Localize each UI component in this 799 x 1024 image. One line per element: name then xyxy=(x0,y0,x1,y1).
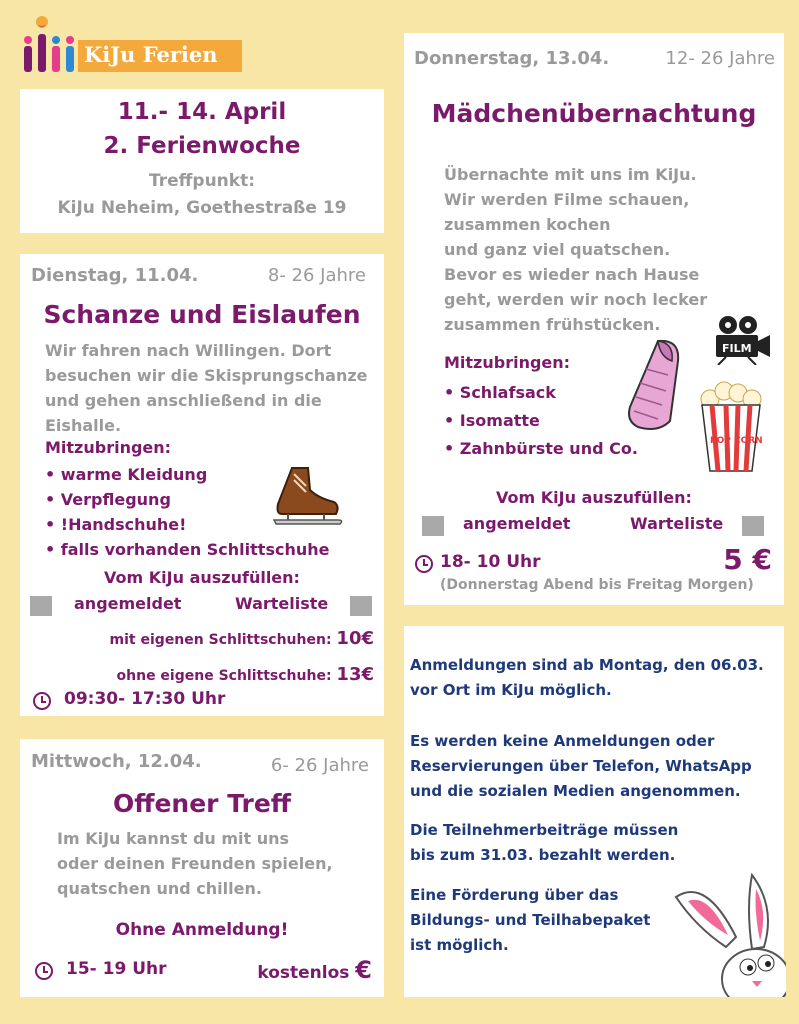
bunny-icon xyxy=(666,867,786,997)
thursday-price: 5 € xyxy=(723,543,772,576)
wednesday-title: Offener Treff xyxy=(112,789,292,818)
tuesday-bring-label: Mitzubringen: xyxy=(45,438,172,457)
tuesday-registered-box[interactable] xyxy=(30,596,52,616)
thursday-waitlist-box[interactable] xyxy=(742,516,764,536)
tuesday-ages: 8- 26 Jahre xyxy=(267,265,366,286)
intro-dates: 11.- 14. April xyxy=(117,99,287,125)
wednesday-time: 15- 19 Uhr xyxy=(66,959,167,979)
thursday-registered-label: angemeldet xyxy=(463,514,571,533)
clock-icon xyxy=(415,555,433,573)
wednesday-day: Mittwoch, 12.04. xyxy=(31,751,202,772)
list-item: • Schlafsack xyxy=(444,379,638,407)
tuesday-price-rent: ohne eigene Schlittschuhe: 13€ xyxy=(116,664,374,685)
info-paragraph-2: Es werden keine Anmeldungen oder Reservierungen über Telefon, WhatsApp und die sozialen Medien angenommen. xyxy=(410,732,752,800)
intro-card xyxy=(20,89,384,233)
sleeping-bag-icon xyxy=(618,335,698,435)
thursday-time: 18- 10 Uhr xyxy=(440,552,541,572)
logo xyxy=(20,12,245,76)
info-card xyxy=(404,626,784,997)
tuesday-time: 09:30- 17:30 Uhr xyxy=(64,689,226,709)
list-item: • falls vorhanden Schlittschuhe xyxy=(45,537,329,562)
info-paragraph-1: Anmeldungen sind ab Montag, den 06.03. vor Ort im KiJu möglich. xyxy=(410,656,764,699)
logo-banner xyxy=(78,40,242,72)
wednesday-price: kostenlos € xyxy=(257,956,372,984)
intro-meeting-label: Treffpunkt: xyxy=(148,171,256,191)
list-item: • !Handschuhe! xyxy=(45,512,329,537)
list-item: • warme Kleidung xyxy=(45,462,329,487)
intro-meeting-place: KiJu Neheim, Goethestraße 19 xyxy=(57,198,347,218)
clock-icon xyxy=(33,692,51,710)
thursday-time-note: (Donnerstag Abend bis Freitag Morgen) xyxy=(440,577,754,593)
tuesday-title: Schanze und Eislaufen xyxy=(43,300,361,329)
thursday-description: Übernachte mit uns im KiJu. Wir werden Filme schauen, zusammen kochen und ganz viel quatschen. Bevor es wieder nach Hause geht, werden wir noch lecker zusammen frühstücken. xyxy=(444,165,708,334)
thursday-card xyxy=(404,33,784,605)
tuesday-day: Dienstag, 11.04. xyxy=(31,265,199,286)
thursday-bring-list xyxy=(444,379,638,463)
thursday-ages: 12- 26 Jahre xyxy=(665,48,775,69)
film-label: FILM xyxy=(722,342,752,355)
list-item: • Verpflegung xyxy=(45,487,329,512)
svg-text:‿: ‿ xyxy=(39,19,45,27)
tuesday-description: Wir fahren nach Willingen. Dort besuchen wir die Skisprungschanze und gehen anschließend in die Eishalle. xyxy=(45,341,368,435)
list-item: • Isomatte xyxy=(444,407,638,435)
tuesday-waitlist-label: Warteliste xyxy=(235,594,329,613)
logo-label: KiJu Ferien xyxy=(84,42,218,67)
ice-skate-icon xyxy=(264,464,344,528)
wednesday-ages: 6- 26 Jahre xyxy=(270,755,369,776)
film-camera-icon xyxy=(710,315,774,365)
clock-icon xyxy=(35,962,53,980)
thursday-title: Mädchenübernachtung xyxy=(431,99,757,128)
tuesday-waitlist-box[interactable] xyxy=(350,596,372,616)
thursday-waitlist-label: Warteliste xyxy=(630,514,724,533)
thursday-bring-label: Mitzubringen: xyxy=(444,353,571,372)
wednesday-card xyxy=(20,739,384,997)
tuesday-card xyxy=(20,254,384,716)
tuesday-price-own: mit eigenen Schlittschuhen: 10€ xyxy=(109,628,374,649)
thursday-registered-box[interactable] xyxy=(422,516,444,536)
tuesday-office-label: Vom KiJu auszufüllen: xyxy=(104,568,300,587)
wednesday-note: Ohne Anmeldung! xyxy=(115,920,289,940)
info-paragraph-4: Eine Förderung über das Bildungs- und Teilhabepaket ist möglich. xyxy=(410,886,651,954)
wednesday-description: Im KiJu kannst du mit uns oder deinen Freunden spielen, quatschen und chillen. xyxy=(57,829,333,898)
info-paragraph-3: Die Teilnehmerbeiträge müssen bis zum 31.03. bezahlt werden. xyxy=(410,821,679,864)
list-item: • Zahnbürste und Co. xyxy=(444,435,638,463)
intro-week: 2. Ferienwoche xyxy=(103,133,301,159)
logo-figures-icon xyxy=(20,12,82,76)
popcorn-icon xyxy=(696,381,766,473)
thursday-day: Donnerstag, 13.04. xyxy=(414,48,610,69)
popcorn-label: POP CORN xyxy=(710,436,763,446)
thursday-office-label: Vom KiJu auszufüllen: xyxy=(496,488,692,507)
tuesday-registered-label: angemeldet xyxy=(74,594,182,613)
